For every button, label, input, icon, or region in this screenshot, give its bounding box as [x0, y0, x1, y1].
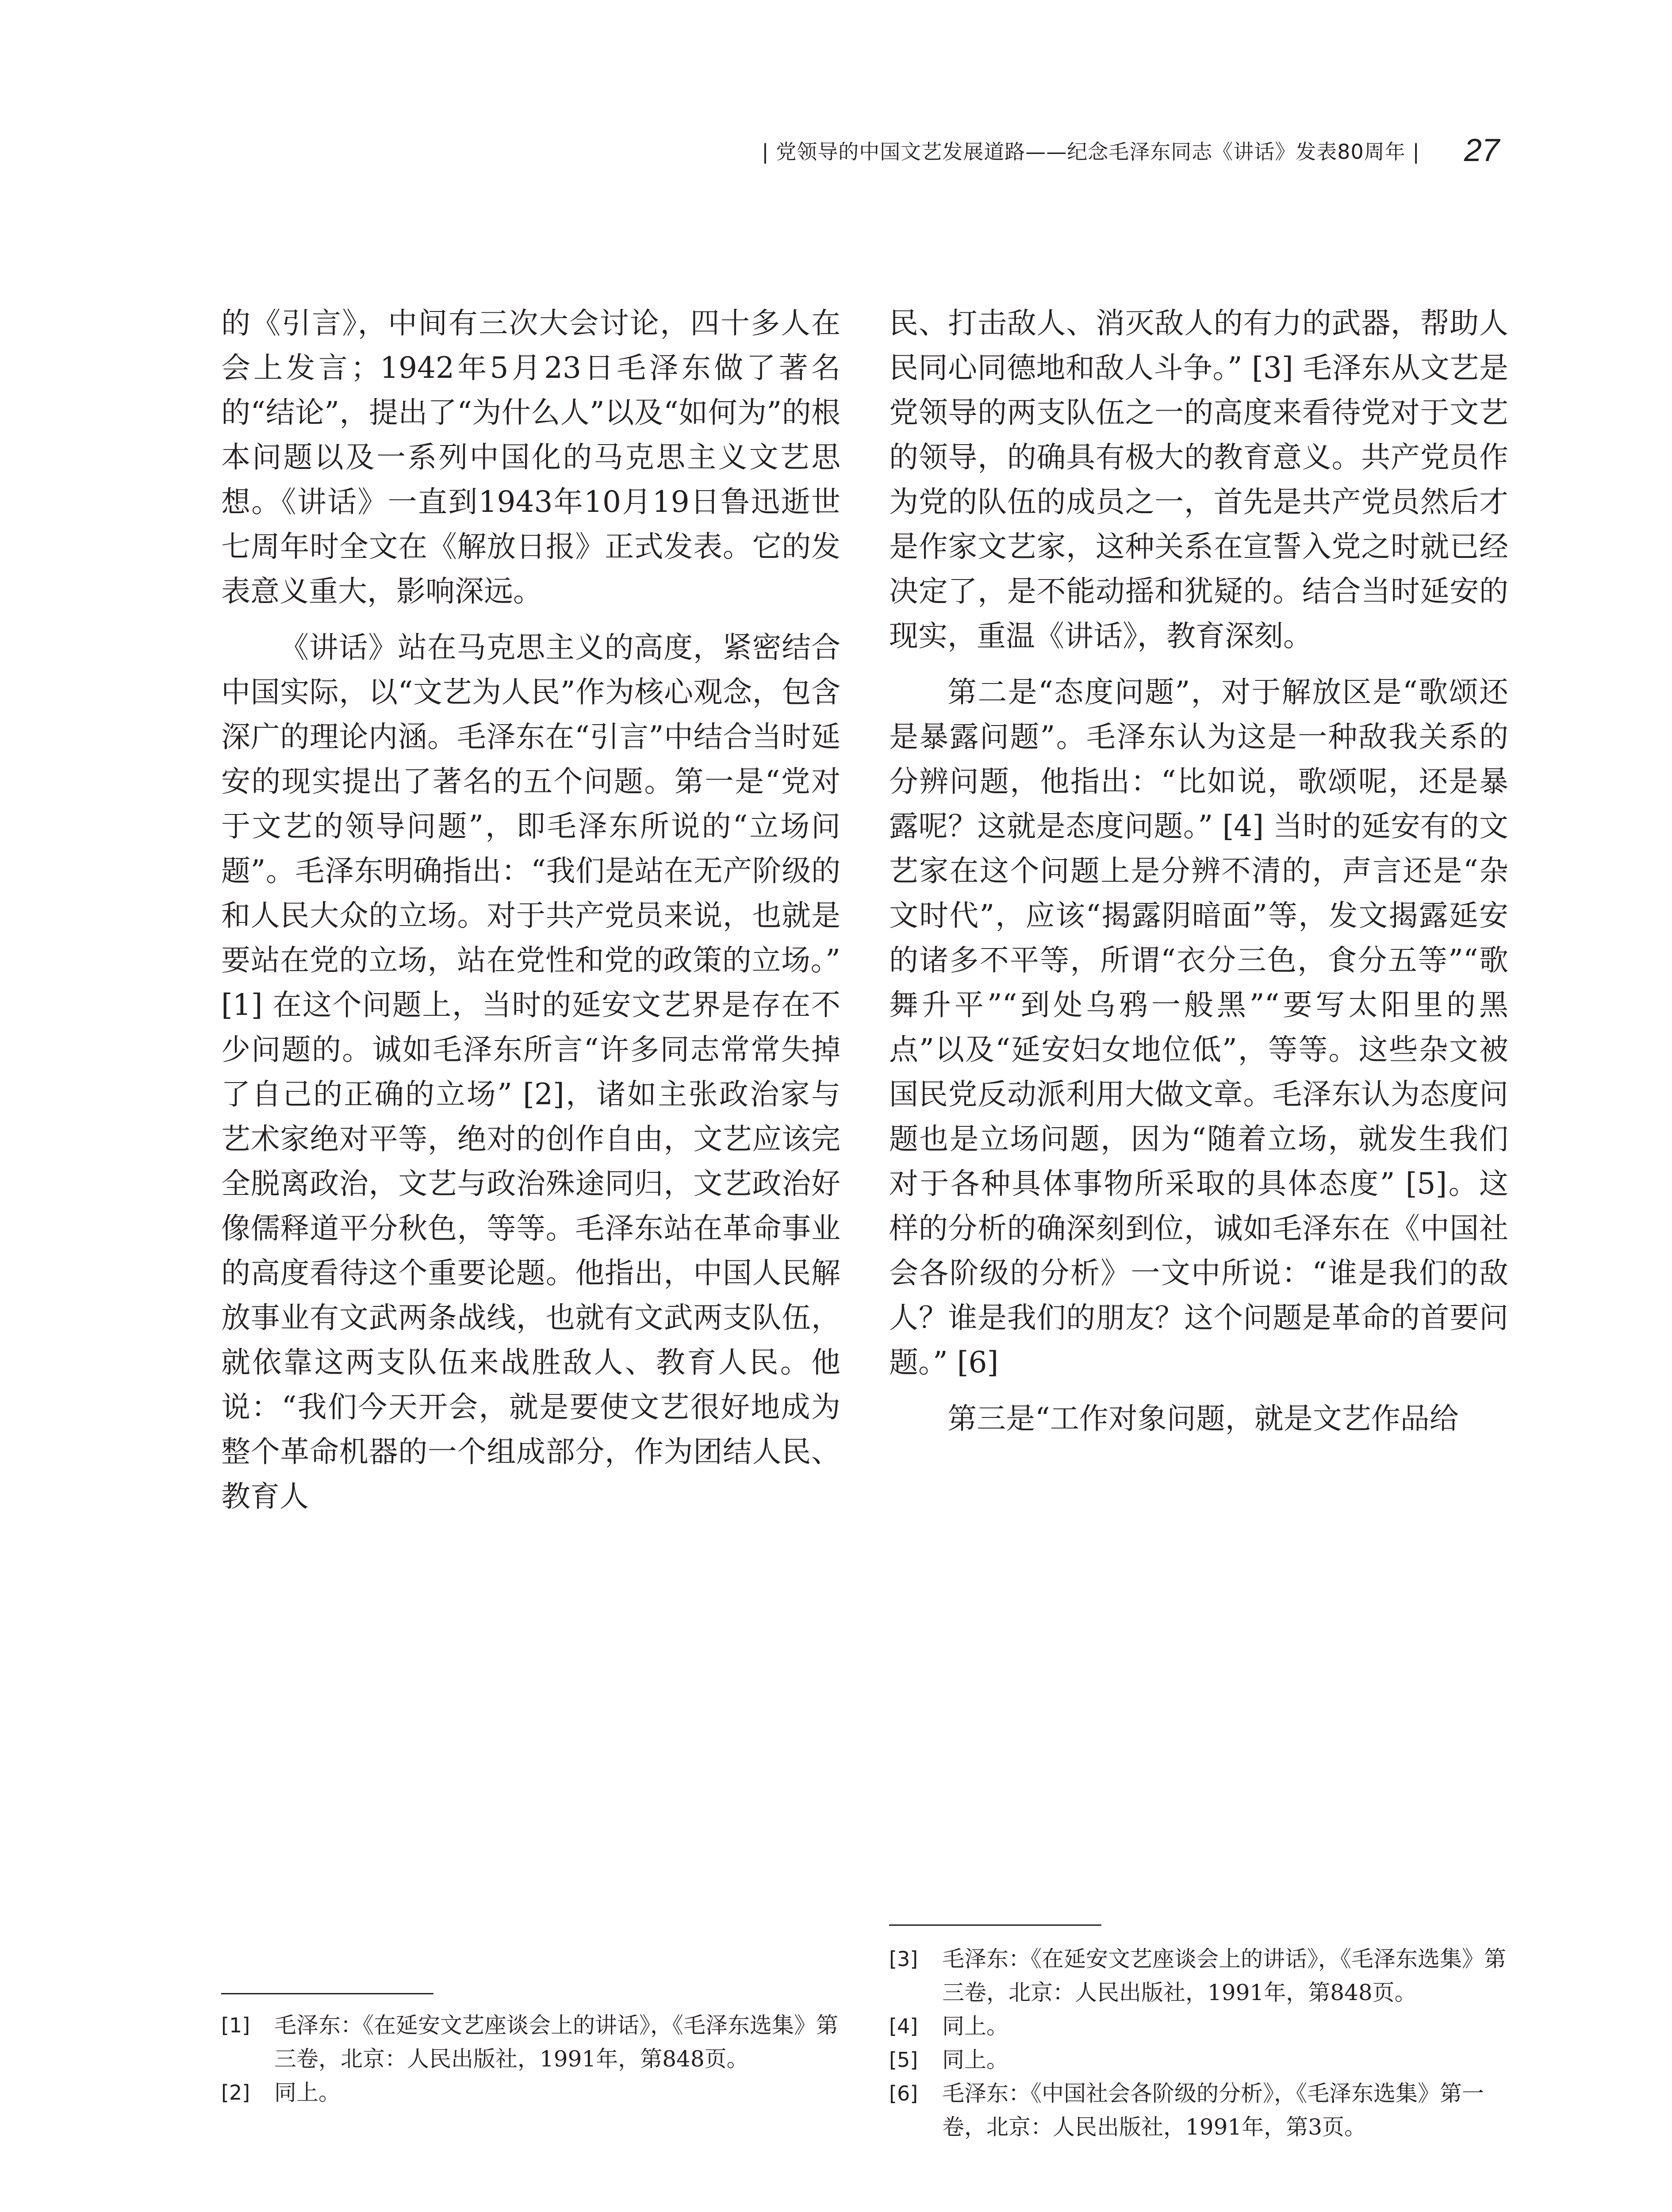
- footnote: [889, 2043, 1508, 2077]
- footnote-text: 同上。: [942, 2013, 1009, 2039]
- footnote-text: 同上。: [274, 2080, 341, 2105]
- footnote-number: [1]: [221, 2013, 250, 2037]
- footnote-number: [6]: [889, 2081, 918, 2105]
- footnote-text: 毛泽东：《在延安文艺座谈会上的讲话》，《毛泽东选集》第三卷，北京：人民出版社，1991年，第848页。: [274, 2012, 838, 2072]
- footnote-number: [3]: [889, 1947, 918, 1971]
- paragraph: 的《引言》，中间有三次大会讨论，四十多人在会上发言；1942年5月23日毛泽东做了著名的“结论”，提出了“为什么人”以及“如何为”的根本问题以及一系列中国化的马克思主义文艺思想。《讲话》一直到1943年10月19日鲁迅逝世七周年时全文在《解放日报》正式发表。它的发表意义重大，影响深远。: [221, 306, 840, 608]
- right-column: [889, 301, 1508, 1441]
- footnote: [889, 2009, 1508, 2043]
- paragraph: 《讲话》站在马克思主义的高度，紧密结合中国实际，以“文艺为人民”作为核心观念，包含深广的理论内涵。毛泽东在“引言”中结合当时延安的现实提出了著名的五个问题。第一是“党对于文艺的领导问题”，即毛泽东所说的“立场问题”。毛泽东明确指出：“我们是站在无产阶级的和人民大众的立场。对于共产党员来说，也就是要站在党的立场，站在党性和党的政策的立场。” [1] 在这个问题上，当时的延安文艺界是存在不少问题的。诚如毛泽东所言“许多同志常常失掉了自己的正确的立场” [2]，诸如主张政治家与艺术家绝对平等，绝对的创作自由，文艺应该完全脱离政治，文艺与政治殊途同归，文艺政治好像儒释道平分秋色，等等。毛泽东站在革命事业的高度看待这个重要论题。他指出，中国人民解放事业有文武两条战线，也就有文武两支队伍，就依靠这两支队伍来战胜敌人、教育人民。他说：“我们今天开会，就是要使文艺很好地成为整个革命机器的一个组成部分，作为团结人民、教育人: [221, 630, 840, 1513]
- footnote: [221, 2076, 840, 2109]
- running-header: [762, 133, 1499, 168]
- footnotes-left: [221, 2008, 840, 2109]
- footnote-text: 毛泽东：《在延安文艺座谈会上的讲话》，《毛泽东选集》第三卷，北京：人民出版社，1991年，第848页。: [942, 1946, 1506, 2005]
- footnote-text: 同上。: [942, 2047, 1009, 2073]
- paragraph: 第二是“态度问题”，对于解放区是“歌颂还是暴露问题”。毛泽东认为这是一种敌我关系的分辨问题，他指出：“比如说，歌颂呢，还是暴露呢？这就是态度问题。” [4] 当时的延安有的文艺家在这个问题上是分辨不清的，声言还是“杂文时代”，应该“揭露阴暗面”等，发文揭露延安的诸多不平等，所谓“衣分三色，食分五等”“歌舞升平”“到处乌鸦一般黑”“要写太阳里的黑点”以及“延安妇女地位低”，等等。这些杂文被国民党反动派利用大做文章。毛泽东认为态度问题也是立场问题，因为“随着立场，就发生我们对于各种具体事物所采取的具体态度” [5]。这样的分析的确深刻到位，诚如毛泽东在《中国社会各阶级的分析》一文中所说：“谁是我们的敌人？谁是我们的朋友？这个问题是革命的首要问题。” [6]: [889, 675, 1508, 1379]
- footnote-divider: [221, 1993, 433, 1994]
- footnotes-right: [889, 1942, 1508, 2144]
- journal-section-title: | 党领导的中国文艺发展道路——纪念毛泽东同志《讲话》发表80周年 |: [762, 140, 1420, 164]
- page-number: 27: [1464, 133, 1499, 168]
- footnote-number: [2]: [221, 2081, 250, 2104]
- paragraph: 民、打击敌人、消灭敌人的有力的武器，帮助人民同心同德地和敌人斗争。” [3] 毛泽东从文艺是党领导的两支队伍之一的高度来看待党对于文艺的领导，的确具有极大的教育意义。共产党员作为党的队伍的成员之一，首先是共产党员然后才是作家文艺家，这种关系在宣誓入党之时就已经决定了，是不能动摇和犹疑的。结合当时延安的现实，重温《讲话》，教育深刻。: [889, 306, 1508, 653]
- footnote: [889, 2077, 1508, 2144]
- footnote-text: 毛泽东：《中国社会各阶级的分析》，《毛泽东选集》第一卷，北京：人民出版社，1991年，第3页。: [942, 2081, 1484, 2140]
- footnote-number: [4]: [889, 2014, 918, 2038]
- paragraph: 第三是“工作对象问题，就是文艺作品给: [947, 1402, 1459, 1436]
- footnote-number: [5]: [889, 2048, 918, 2072]
- footnote: [889, 1942, 1508, 2009]
- footnote-divider: [889, 1924, 1101, 1926]
- footnote: [221, 2008, 840, 2076]
- left-column: [221, 301, 840, 1519]
